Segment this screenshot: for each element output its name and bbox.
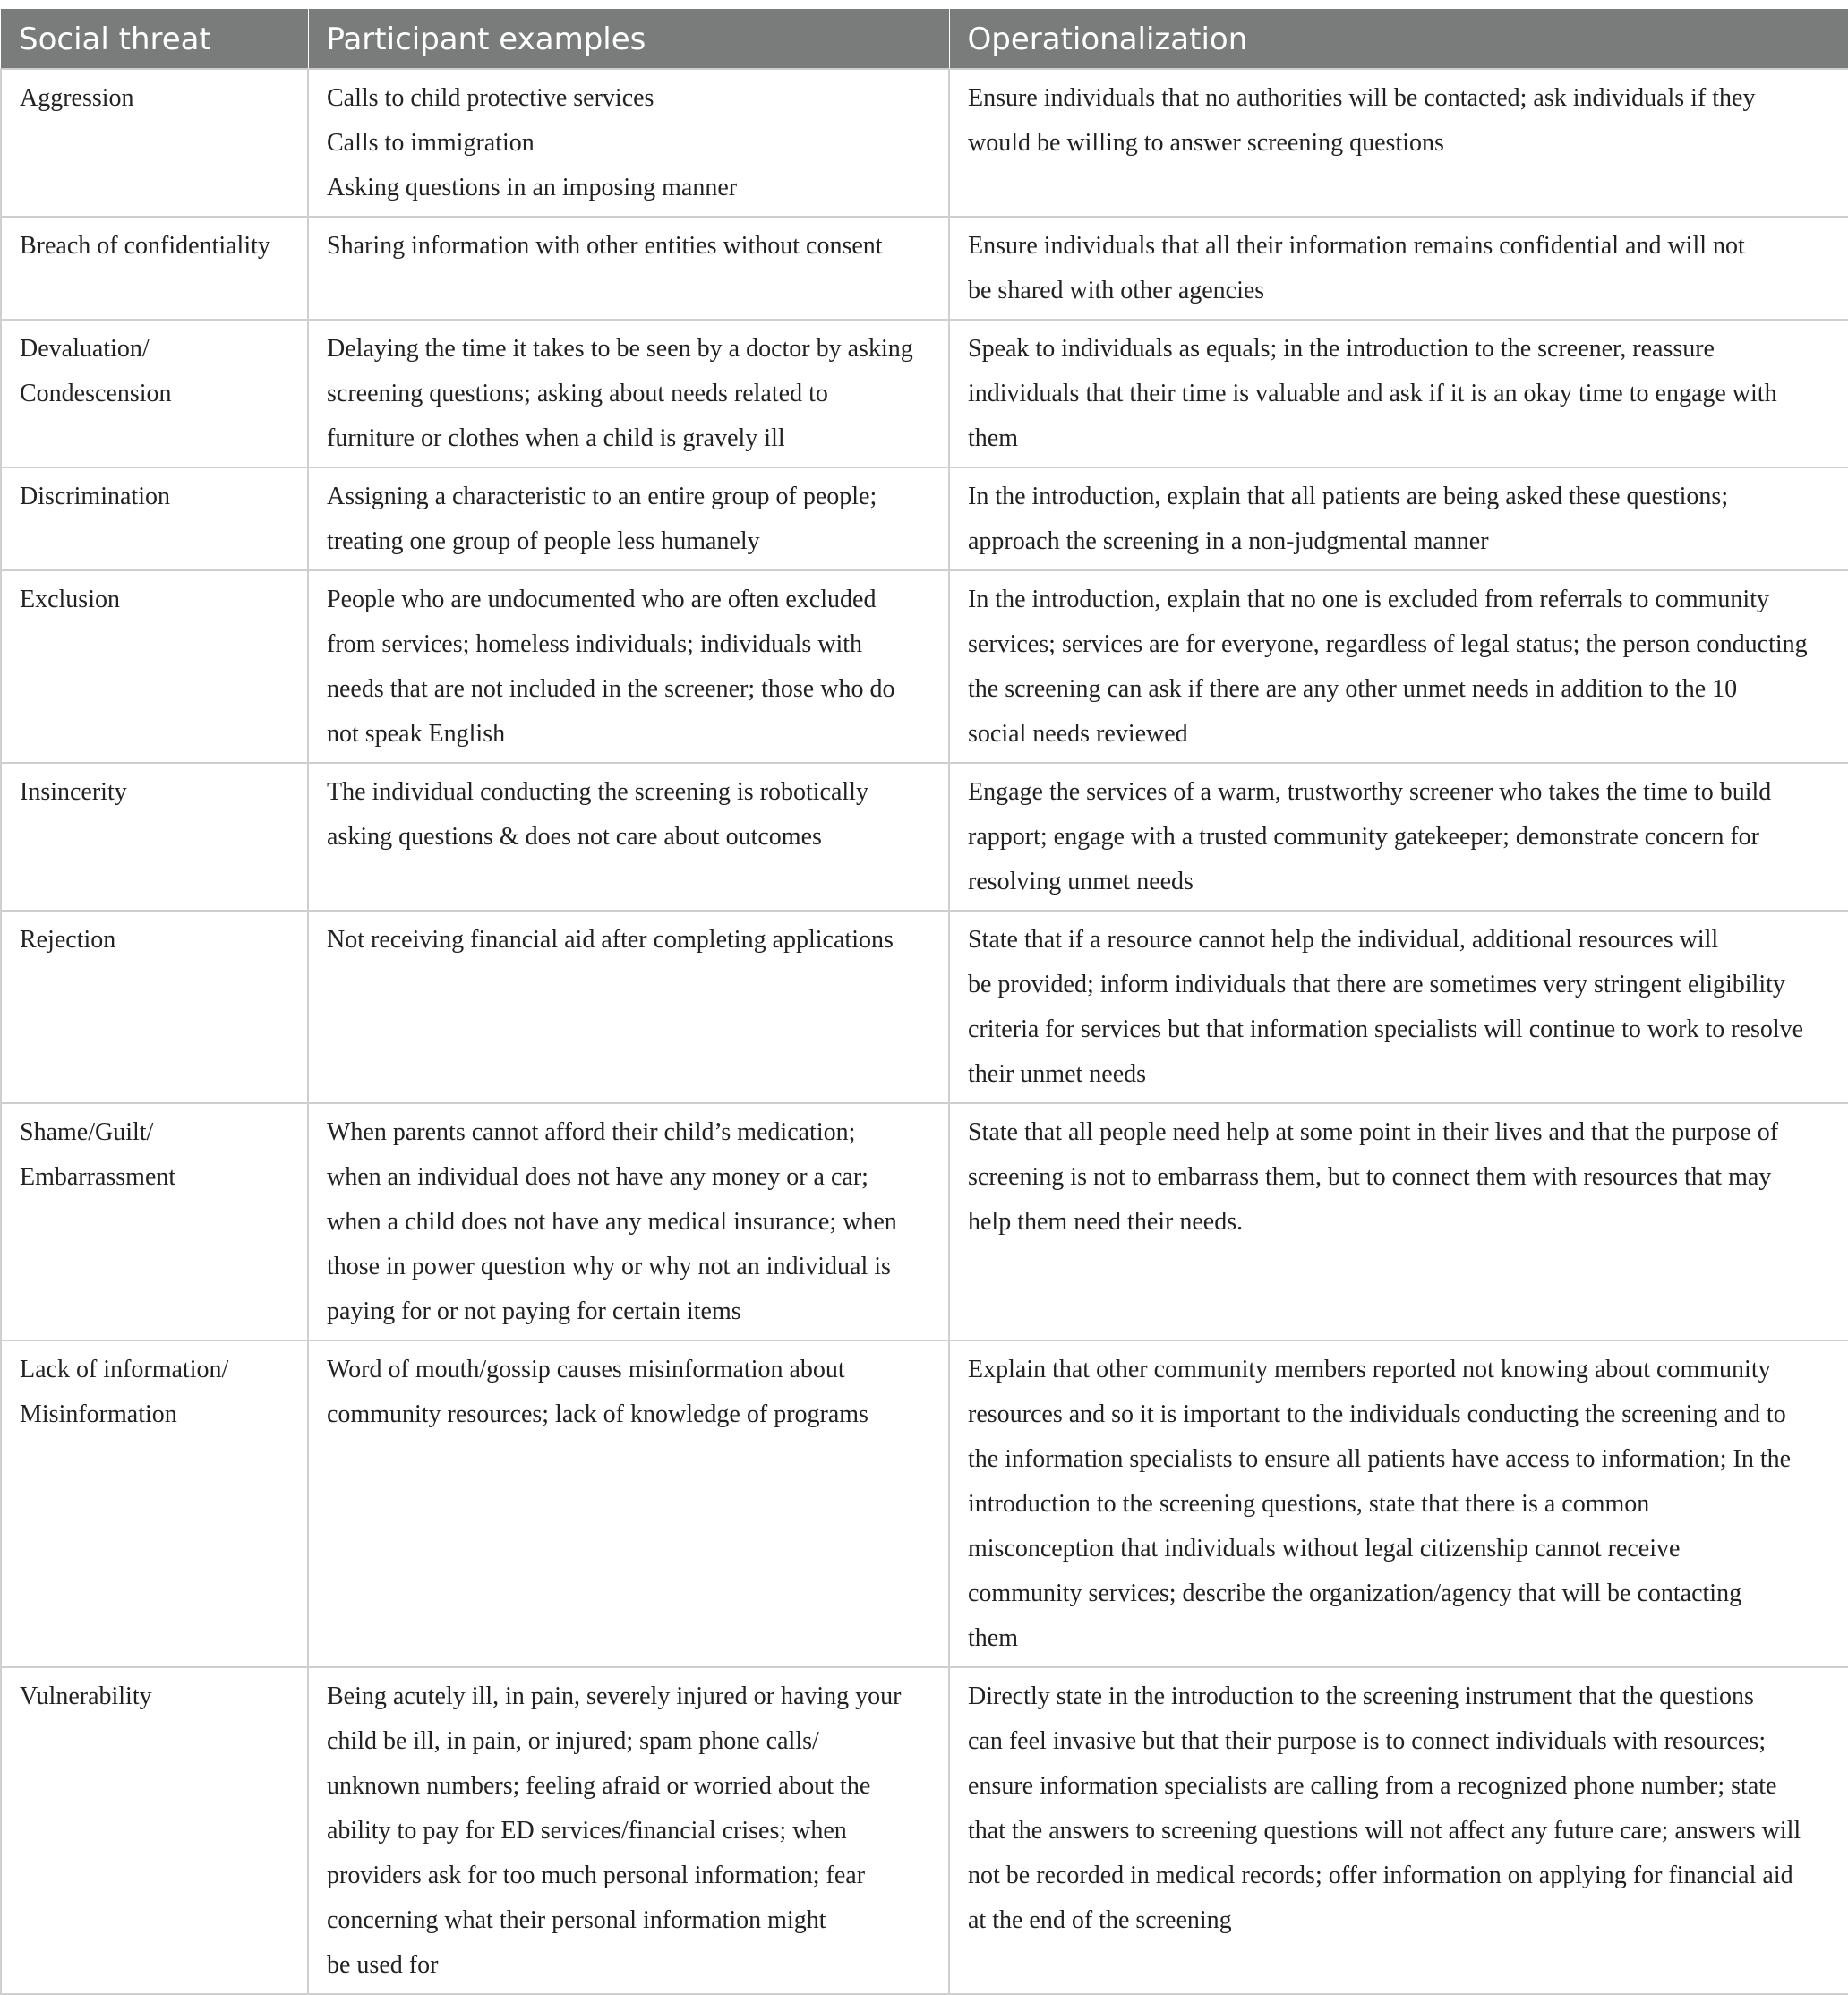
table-header bbox=[1, 9, 1848, 69]
cell-text-line: Directly state in the introduction to the screening instrument that the questions bbox=[968, 1682, 1754, 1710]
cell-operationalization bbox=[949, 763, 1848, 911]
cell-participant-examples bbox=[308, 320, 949, 467]
cell-text-line: screening questions; asking about needs related to bbox=[327, 380, 828, 407]
cell-text-line: Vulnerability bbox=[20, 1682, 152, 1710]
cell-text-line: Calls to immigration bbox=[327, 129, 535, 157]
cell-text-line: rapport; engage with a trusted community gatekeeper; demonstrate concern for bbox=[968, 823, 1759, 851]
cell-text-line: paying for or not paying for certain items bbox=[327, 1297, 741, 1325]
cell-text-line: services; services are for everyone, regardless of legal status; the person conducting bbox=[968, 630, 1808, 658]
cell-text-line: Ensure individuals that no authorities will be contacted; ask individuals if they bbox=[968, 84, 1756, 112]
cell-operationalization bbox=[949, 320, 1848, 467]
cell-text-line: when an individual does not have any money or a car; bbox=[327, 1163, 868, 1191]
header-operationalization: Operationalization bbox=[949, 9, 1848, 69]
cell-text-line: State that if a resource cannot help the individual, additional resources will bbox=[968, 926, 1719, 954]
cell-text-line: Not receiving financial aid after completing applications bbox=[327, 926, 894, 954]
cell-text-line: can feel invasive but that their purpose is to connect individuals with resources; bbox=[968, 1727, 1767, 1755]
table-row bbox=[1, 1103, 1848, 1340]
cell-text-line: ensure information specialists are calling from a recognized phone number; state bbox=[968, 1772, 1777, 1800]
cell-text-line: Ensure individuals that all their information remains confidential and will not bbox=[968, 232, 1745, 260]
cell-text-line: misconception that individuals without legal citizenship cannot receive bbox=[968, 1535, 1681, 1563]
cell-text-line: Embarrassment bbox=[20, 1163, 176, 1191]
cell-text-line: Delaying the time it takes to be seen by a doctor by asking bbox=[327, 335, 913, 363]
header-participant-examples: Participant examples bbox=[308, 9, 949, 69]
cell-participant-examples bbox=[308, 911, 949, 1103]
cell-text-line: them bbox=[968, 424, 1018, 452]
cell-text-line: State that all people need help at some point in their lives and that the purpose of bbox=[968, 1118, 1779, 1146]
table-row bbox=[1, 69, 1848, 217]
cell-participant-examples bbox=[308, 217, 949, 320]
cell-text-line: Asking questions in an imposing manner bbox=[327, 174, 738, 201]
cell-text-line: Calls to child protective services bbox=[327, 84, 654, 112]
cell-text-line: child be ill, in pain, or injured; spam phone calls/ bbox=[327, 1727, 819, 1755]
header-social-threat: Social threat bbox=[1, 9, 308, 69]
cell-social-threat bbox=[1, 1667, 308, 1994]
cell-text-line: Aggression bbox=[20, 84, 134, 112]
cell-text-line: from services; homeless individuals; individuals with bbox=[327, 630, 863, 658]
cell-operationalization bbox=[949, 1103, 1848, 1340]
table-row bbox=[1, 1340, 1848, 1667]
cell-social-threat bbox=[1, 217, 308, 320]
cell-operationalization bbox=[949, 217, 1848, 320]
cell-text-line: Discrimination bbox=[20, 483, 170, 510]
cell-text-line: their unmet needs bbox=[968, 1060, 1147, 1088]
cell-text-line: community services; describe the organization/agency that will be contacting bbox=[968, 1580, 1742, 1607]
table-row bbox=[1, 570, 1848, 763]
cell-operationalization bbox=[949, 69, 1848, 217]
cell-text-line: criteria for services but that information specialists will continue to work to resolve bbox=[968, 1015, 1804, 1043]
cell-text-line: Engage the services of a warm, trustworthy screener who takes the time to build bbox=[968, 778, 1772, 806]
cell-social-threat bbox=[1, 69, 308, 217]
cell-text-line: introduction to the screening questions, state that there is a common bbox=[968, 1490, 1650, 1518]
cell-text-line: be used for bbox=[327, 1951, 439, 1979]
cell-social-threat bbox=[1, 763, 308, 911]
cell-operationalization bbox=[949, 467, 1848, 570]
cell-text-line: unknown numbers; feeling afraid or worried about the bbox=[327, 1772, 871, 1800]
cell-text-line: the screening can ask if there are any other unmet needs in addition to the 10 bbox=[968, 675, 1738, 703]
cell-participant-examples bbox=[308, 570, 949, 763]
cell-text-line: ability to pay for ED services/financial crises; when bbox=[327, 1817, 847, 1845]
cell-text-line: Word of mouth/gossip causes misinformation about bbox=[327, 1356, 845, 1383]
cell-text-line: be shared with other agencies bbox=[968, 277, 1265, 304]
cell-text-line: Assigning a characteristic to an entire group of people; bbox=[327, 483, 877, 510]
cell-text-line: needs that are not included in the screener; those who do bbox=[327, 675, 895, 703]
cell-text-line: be provided; inform individuals that there are sometimes very stringent eligibility bbox=[968, 971, 1785, 998]
cell-text-line: Lack of information/ bbox=[20, 1356, 229, 1383]
cell-text-line: Being acutely ill, in pain, severely injured or having your bbox=[327, 1682, 902, 1710]
cell-text-line: Exclusion bbox=[20, 586, 120, 613]
cell-text-line: The individual conducting the screening is robotically bbox=[327, 778, 868, 806]
cell-text-line: not speak English bbox=[327, 720, 506, 748]
cell-text-line: approach the screening in a non-judgmental manner bbox=[968, 527, 1489, 555]
cell-text-line: at the end of the screening bbox=[968, 1906, 1232, 1934]
cell-text-line: concerning what their personal information might bbox=[327, 1906, 826, 1934]
cell-social-threat bbox=[1, 570, 308, 763]
cell-text-line: those in power question why or why not an individual is bbox=[327, 1253, 891, 1280]
cell-text-line: would be willing to answer screening questions bbox=[968, 129, 1444, 157]
cell-text-line: community resources; lack of knowledge of programs bbox=[327, 1400, 868, 1428]
table-row bbox=[1, 1667, 1848, 1994]
cell-participant-examples bbox=[308, 763, 949, 911]
cell-text-line: asking questions & does not care about outcomes bbox=[327, 823, 822, 851]
table-row bbox=[1, 467, 1848, 570]
cell-text-line: Speak to individuals as equals; in the introduction to the screener, reassure bbox=[968, 335, 1715, 363]
table-row bbox=[1, 763, 1848, 911]
table-row bbox=[1, 217, 1848, 320]
cell-social-threat bbox=[1, 1340, 308, 1667]
cell-text-line: In the introduction, explain that no one is excluded from referrals to community bbox=[968, 586, 1769, 613]
cell-text-line: social needs reviewed bbox=[968, 720, 1188, 748]
cell-text-line: Breach of confidentiality bbox=[20, 232, 270, 260]
cell-participant-examples bbox=[308, 1103, 949, 1340]
cell-text-line: Sharing information with other entities without consent bbox=[327, 232, 883, 260]
cell-operationalization bbox=[949, 1340, 1848, 1667]
cell-social-threat bbox=[1, 911, 308, 1103]
cell-text-line: resolving unmet needs bbox=[968, 868, 1194, 895]
cell-text-line: furniture or clothes when a child is gravely ill bbox=[327, 424, 785, 452]
cell-text-line: the information specialists to ensure all patients have access to information; In the bbox=[968, 1445, 1792, 1473]
cell-participant-examples bbox=[308, 1340, 949, 1667]
cell-operationalization bbox=[949, 911, 1848, 1103]
cell-text-line: individuals that their time is valuable and ask if it is an okay time to engage with bbox=[968, 380, 1777, 407]
header-row bbox=[1, 9, 1848, 69]
cell-text-line: providers ask for too much personal information; fear bbox=[327, 1862, 866, 1889]
cell-text-line: resources and so it is important to the individuals conducting the screening and to bbox=[968, 1400, 1786, 1428]
cell-social-threat bbox=[1, 1103, 308, 1340]
cell-participant-examples bbox=[308, 1667, 949, 1994]
cell-text-line: When parents cannot afford their child’s medication; bbox=[327, 1118, 856, 1146]
cell-operationalization bbox=[949, 570, 1848, 763]
table-body bbox=[1, 69, 1848, 1994]
cell-text-line: Explain that other community members reported not knowing about community bbox=[968, 1356, 1771, 1383]
cell-text-line: Insincerity bbox=[20, 778, 127, 806]
cell-text-line: not be recorded in medical records; offer information on applying for financial aid bbox=[968, 1862, 1793, 1889]
cell-text-line: Misinformation bbox=[20, 1400, 177, 1428]
social-threat-table-container bbox=[0, 9, 1848, 1995]
cell-text-line: treating one group of people less humanely bbox=[327, 527, 760, 555]
cell-text-line: when a child does not have any medical insurance; when bbox=[327, 1208, 897, 1236]
cell-text-line: them bbox=[968, 1624, 1018, 1652]
cell-text-line: People who are undocumented who are often excluded bbox=[327, 586, 877, 613]
table-row bbox=[1, 911, 1848, 1103]
cell-social-threat bbox=[1, 320, 308, 467]
social-threat-table bbox=[0, 9, 1848, 1995]
cell-social-threat bbox=[1, 467, 308, 570]
cell-participant-examples bbox=[308, 467, 949, 570]
cell-participant-examples bbox=[308, 69, 949, 217]
cell-text-line: In the introduction, explain that all patients are being asked these questions; bbox=[968, 483, 1729, 510]
cell-text-line: Shame/Guilt/ bbox=[20, 1118, 154, 1146]
cell-text-line: that the answers to screening questions will not affect any future care; answers will bbox=[968, 1817, 1801, 1845]
cell-operationalization bbox=[949, 1667, 1848, 1994]
cell-text-line: Condescension bbox=[20, 380, 172, 407]
cell-text-line: Rejection bbox=[20, 926, 116, 954]
cell-text-line: screening is not to embarrass them, but to connect them with resources that may bbox=[968, 1163, 1772, 1191]
table-row bbox=[1, 320, 1848, 467]
cell-text-line: Devaluation/ bbox=[20, 335, 150, 363]
cell-text-line: help them need their needs. bbox=[968, 1208, 1244, 1236]
